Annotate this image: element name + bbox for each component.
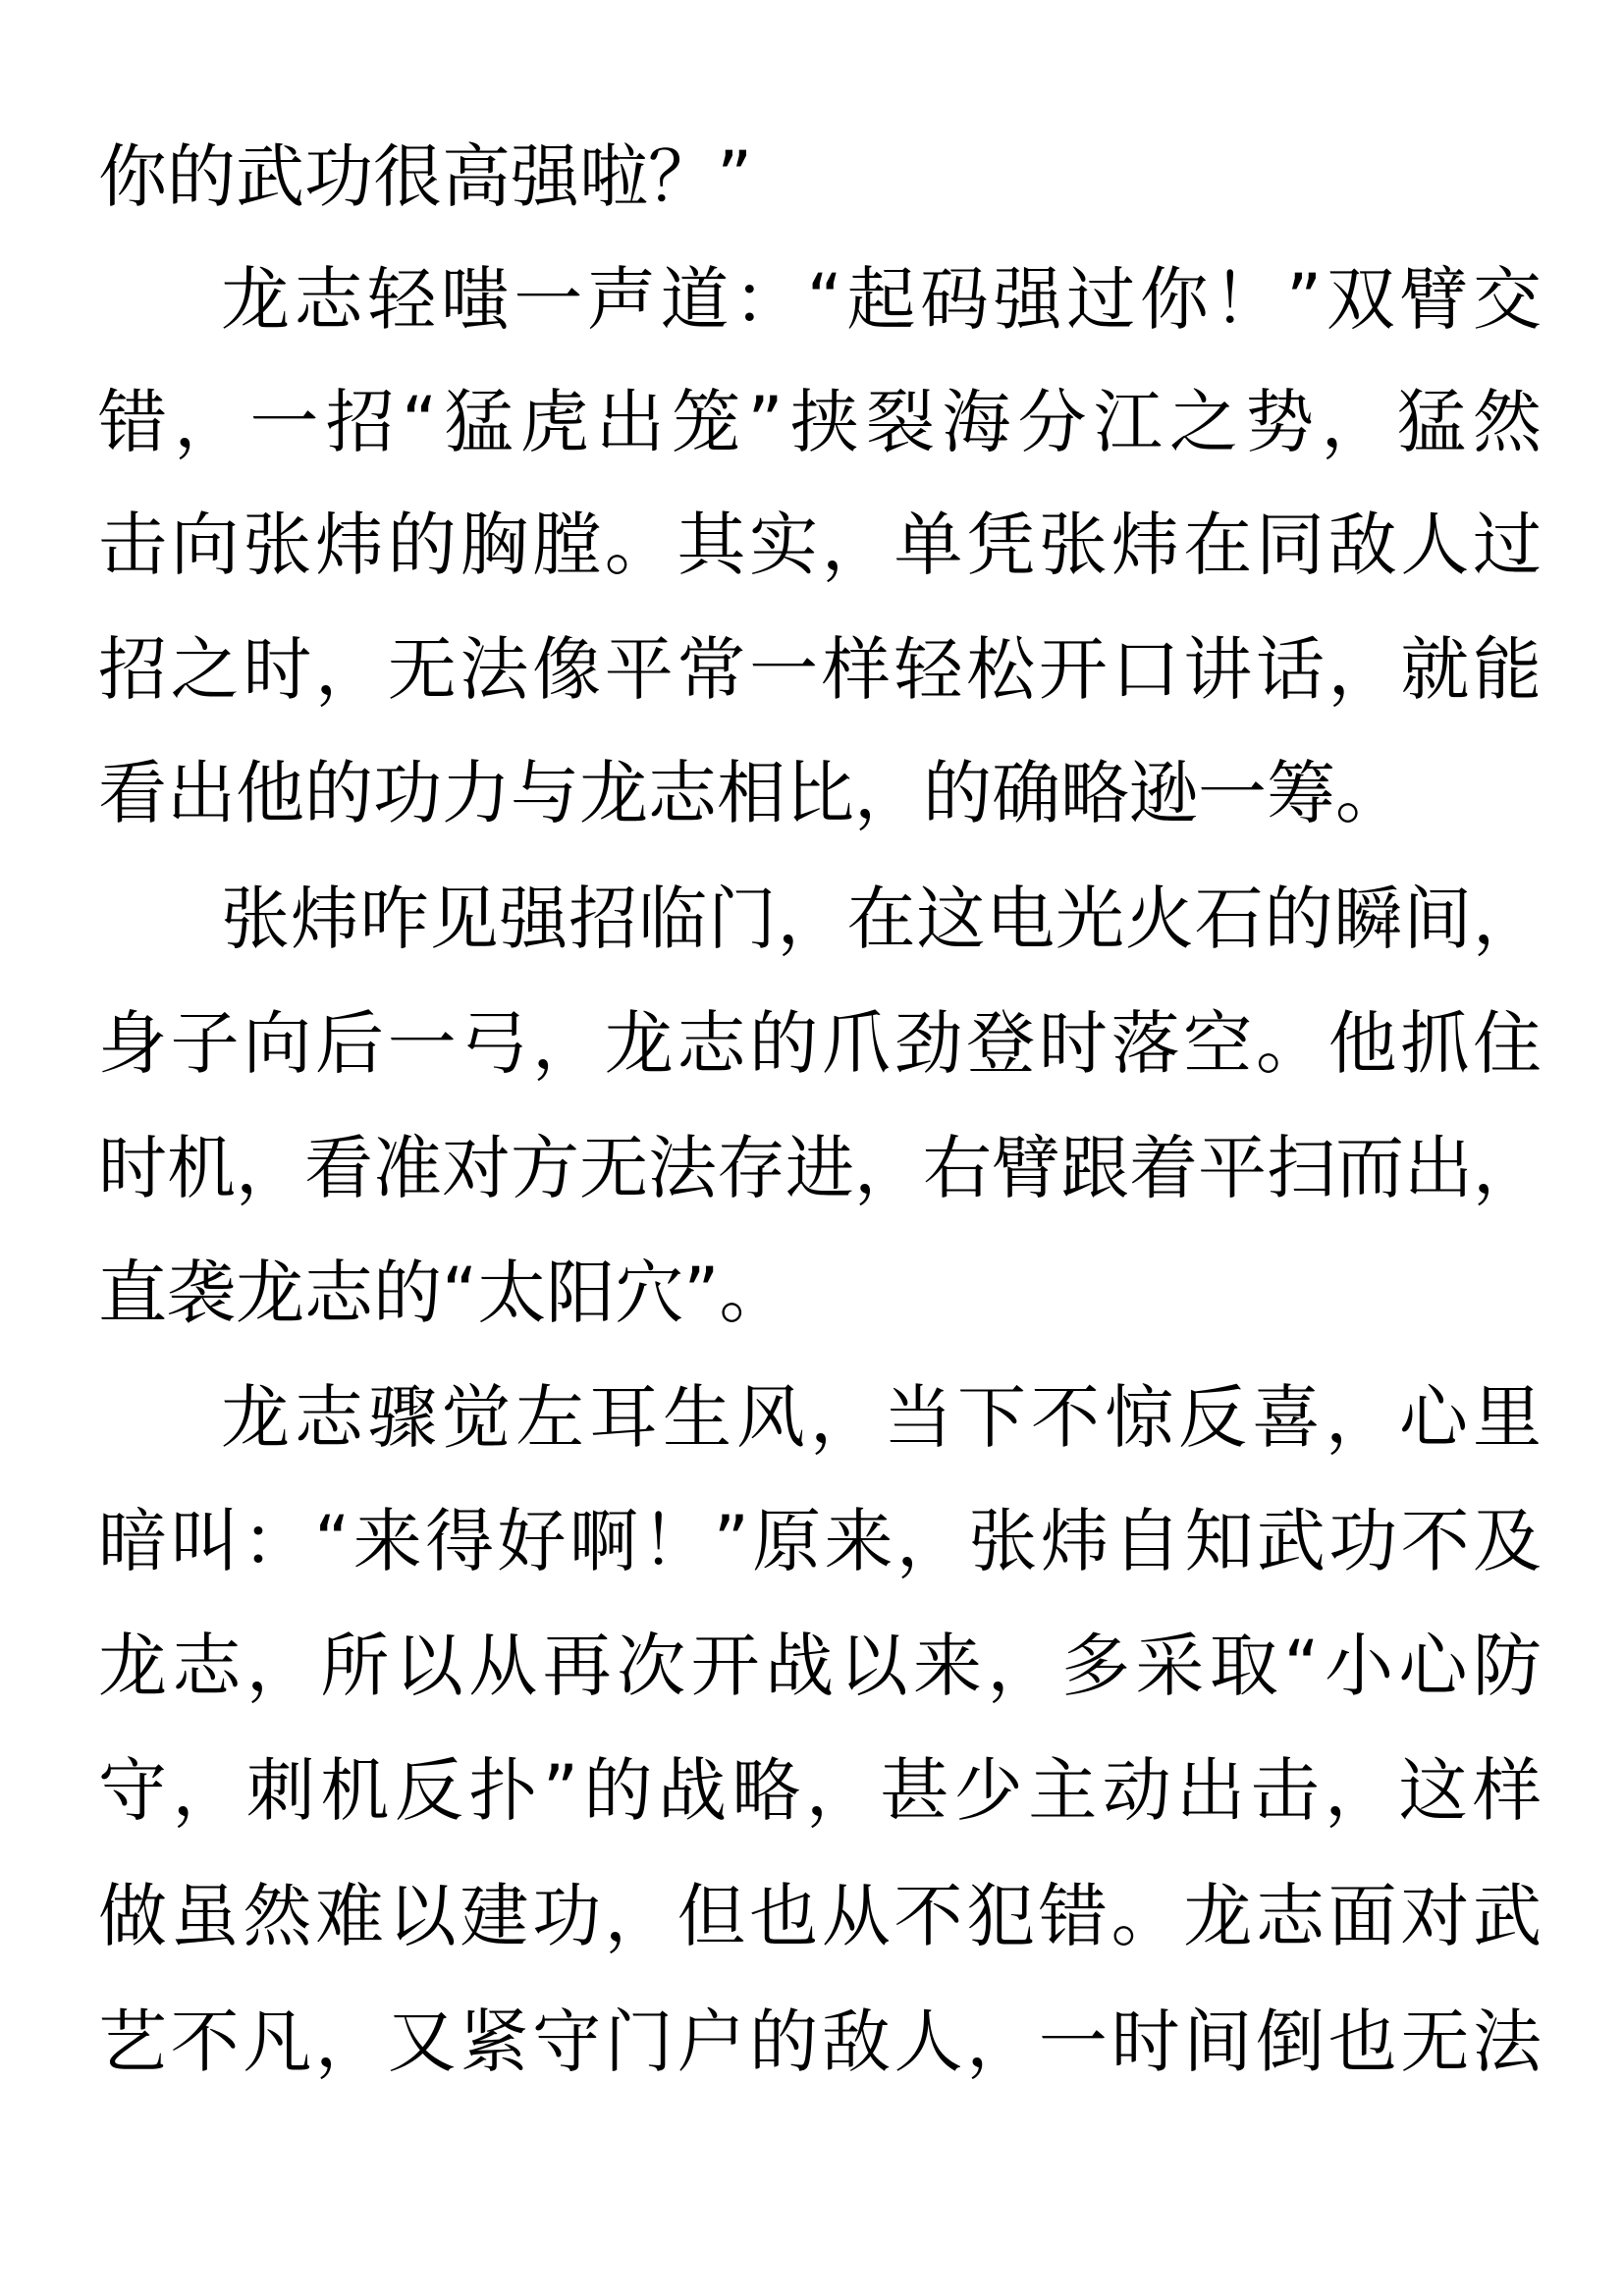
text-line: 错，一招“猛虎出笼”挟裂海分江之势，猛然	[98, 382, 1542, 462]
text-line: 击向张炜的胸膛。其实，单凭张炜在同敌人过	[98, 505, 1542, 585]
text-line: 时机，看准对方无法存进，右臂跟着平扫而出，	[98, 1128, 1542, 1208]
text-line: 身子向后一弓，龙志的爪劲登时落空。他抓住	[98, 1003, 1542, 1084]
paragraph-start-line: 龙志骤觉左耳生风，当下不惊反喜，心里	[221, 1377, 1542, 1458]
text-line: 暗叫：“来得好啊！”原来，张炜自知武功不及	[98, 1501, 1542, 1581]
text-line: 艺不凡，又紧守门户的敌人，一时间倒也无法	[98, 2002, 1542, 2082]
text-line: 你的武功很高强啦？”	[98, 136, 753, 217]
text-line: 龙志，所以从再次开战以来，多采取“小心防	[98, 1626, 1542, 1706]
text-line: 守，刺机反扑”的战略，甚少主动出击，这样	[98, 1750, 1542, 1831]
paragraph-start-line: 张炜咋见强招临门，在这电光火石的瞬间，	[221, 879, 1542, 959]
text-line: 看出他的功力与龙志相比，的确略逊一筹。	[98, 753, 1404, 833]
text-line: 招之时，无法像平常一样轻松开口讲话，就能	[98, 629, 1542, 710]
text-line: 直袭龙志的“太阳穴”。	[98, 1253, 788, 1333]
paragraph-start-line: 龙志轻嗤一声道：“起码强过你！”双臂交	[221, 259, 1542, 340]
text-line: 做虽然难以建功，但也从不犯错。龙志面对武	[98, 1876, 1542, 1956]
